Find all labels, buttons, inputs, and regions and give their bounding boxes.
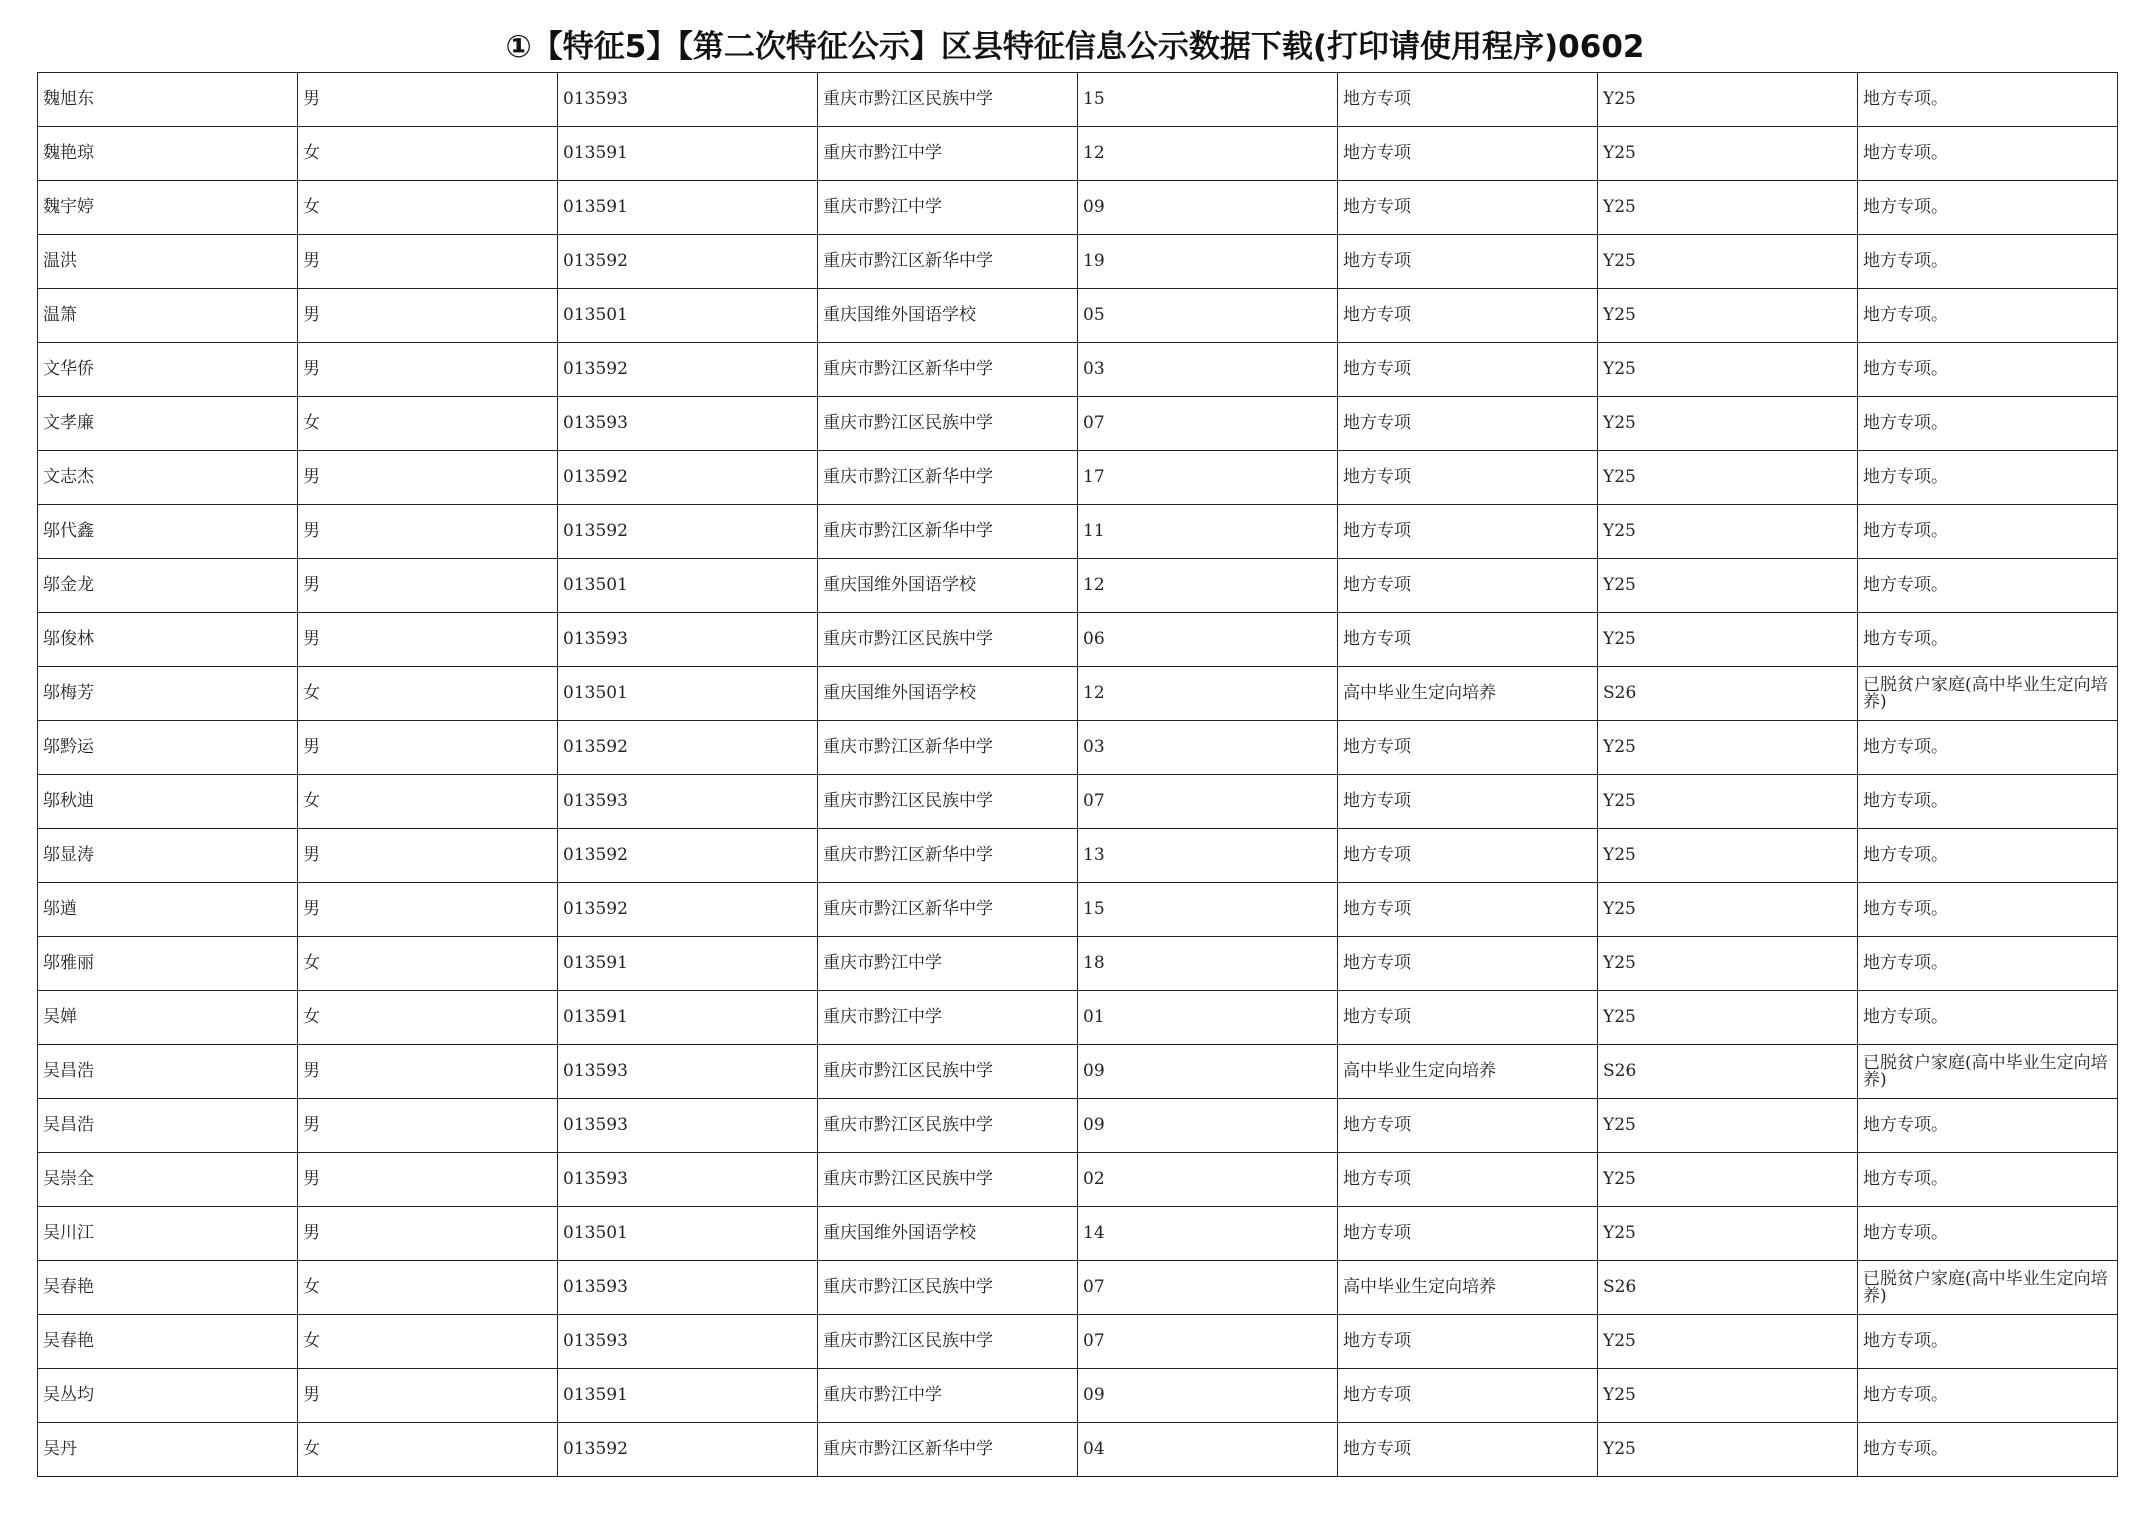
table-row xyxy=(38,235,2118,289)
school-cell: 重庆市黔江区民族中学 xyxy=(818,1315,1078,1369)
number-cell: 09 xyxy=(1078,1045,1338,1099)
remark-cell: 地方专项。 xyxy=(1858,181,2118,235)
school-cell: 重庆市黔江中学 xyxy=(818,1369,1078,1423)
remark-cell: 地方专项。 xyxy=(1858,343,2118,397)
category-cell: 地方专项 xyxy=(1338,289,1598,343)
name-cell: 吴昌浩 xyxy=(38,1045,298,1099)
school-cell: 重庆市黔江区新华中学 xyxy=(818,829,1078,883)
table-row xyxy=(38,613,2118,667)
gender-cell: 男 xyxy=(298,721,558,775)
name-cell: 魏旭东 xyxy=(38,73,298,127)
table-row xyxy=(38,73,2118,127)
remark-cell: 地方专项。 xyxy=(1858,235,2118,289)
gender-cell: 女 xyxy=(298,1315,558,1369)
name-cell: 吴春艳 xyxy=(38,1315,298,1369)
gender-cell: 男 xyxy=(298,1099,558,1153)
type-code-cell: Y25 xyxy=(1598,1153,1858,1207)
category-cell: 地方专项 xyxy=(1338,937,1598,991)
table-row xyxy=(38,883,2118,937)
remark-cell: 地方专项。 xyxy=(1858,937,2118,991)
code-cell: 013592 xyxy=(558,451,818,505)
category-cell: 地方专项 xyxy=(1338,505,1598,559)
category-cell: 地方专项 xyxy=(1338,1153,1598,1207)
gender-cell: 女 xyxy=(298,181,558,235)
gender-cell: 男 xyxy=(298,289,558,343)
type-code-cell: S26 xyxy=(1598,667,1858,721)
code-cell: 013591 xyxy=(558,1369,818,1423)
category-cell: 地方专项 xyxy=(1338,235,1598,289)
category-cell: 地方专项 xyxy=(1338,1099,1598,1153)
type-code-cell: Y25 xyxy=(1598,397,1858,451)
code-cell: 013592 xyxy=(558,883,818,937)
remark-cell: 地方专项。 xyxy=(1858,397,2118,451)
remark-cell: 地方专项。 xyxy=(1858,559,2118,613)
type-code-cell: Y25 xyxy=(1598,451,1858,505)
category-cell: 地方专项 xyxy=(1338,1315,1598,1369)
name-cell: 吴昌浩 xyxy=(38,1099,298,1153)
type-code-cell: Y25 xyxy=(1598,1369,1858,1423)
number-cell: 07 xyxy=(1078,775,1338,829)
name-cell: 文华侨 xyxy=(38,343,298,397)
table-row xyxy=(38,1261,2118,1315)
table-row xyxy=(38,1045,2118,1099)
category-cell: 地方专项 xyxy=(1338,1423,1598,1477)
school-cell: 重庆国维外国语学校 xyxy=(818,667,1078,721)
number-cell: 04 xyxy=(1078,1423,1338,1477)
table-row xyxy=(38,1207,2118,1261)
category-cell: 地方专项 xyxy=(1338,343,1598,397)
data-table xyxy=(37,72,2118,1477)
type-code-cell: Y25 xyxy=(1598,559,1858,613)
table-row xyxy=(38,181,2118,235)
remark-cell: 地方专项。 xyxy=(1858,775,2118,829)
gender-cell: 男 xyxy=(298,1207,558,1261)
type-code-cell: Y25 xyxy=(1598,1099,1858,1153)
gender-cell: 女 xyxy=(298,775,558,829)
table-row xyxy=(38,829,2118,883)
type-code-cell: S26 xyxy=(1598,1045,1858,1099)
table-row xyxy=(38,289,2118,343)
number-cell: 19 xyxy=(1078,235,1338,289)
table-row xyxy=(38,559,2118,613)
code-cell: 013593 xyxy=(558,775,818,829)
table-row xyxy=(38,127,2118,181)
code-cell: 013592 xyxy=(558,1423,818,1477)
category-cell: 地方专项 xyxy=(1338,1369,1598,1423)
name-cell: 邬显涛 xyxy=(38,829,298,883)
gender-cell: 女 xyxy=(298,397,558,451)
name-cell: 邬梅芳 xyxy=(38,667,298,721)
name-cell: 魏宇婷 xyxy=(38,181,298,235)
name-cell: 吴崇全 xyxy=(38,1153,298,1207)
type-code-cell: Y25 xyxy=(1598,829,1858,883)
table-row xyxy=(38,991,2118,1045)
code-cell: 013501 xyxy=(558,559,818,613)
number-cell: 07 xyxy=(1078,1315,1338,1369)
gender-cell: 女 xyxy=(298,991,558,1045)
name-cell: 邬雅丽 xyxy=(38,937,298,991)
gender-cell: 男 xyxy=(298,613,558,667)
remark-cell: 地方专项。 xyxy=(1858,1423,2118,1477)
gender-cell: 男 xyxy=(298,1045,558,1099)
name-cell: 邬遒 xyxy=(38,883,298,937)
school-cell: 重庆市黔江区新华中学 xyxy=(818,451,1078,505)
code-cell: 013592 xyxy=(558,235,818,289)
code-cell: 013501 xyxy=(558,1207,818,1261)
code-cell: 013501 xyxy=(558,289,818,343)
name-cell: 吴春艳 xyxy=(38,1261,298,1315)
code-cell: 013591 xyxy=(558,937,818,991)
gender-cell: 男 xyxy=(298,883,558,937)
gender-cell: 男 xyxy=(298,235,558,289)
category-cell: 高中毕业生定向培养 xyxy=(1338,1261,1598,1315)
code-cell: 013501 xyxy=(558,667,818,721)
category-cell: 高中毕业生定向培养 xyxy=(1338,667,1598,721)
code-cell: 013592 xyxy=(558,721,818,775)
number-cell: 07 xyxy=(1078,1261,1338,1315)
type-code-cell: Y25 xyxy=(1598,883,1858,937)
number-cell: 14 xyxy=(1078,1207,1338,1261)
school-cell: 重庆市黔江区新华中学 xyxy=(818,721,1078,775)
remark-cell: 地方专项。 xyxy=(1858,721,2118,775)
code-cell: 013591 xyxy=(558,181,818,235)
school-cell: 重庆市黔江区民族中学 xyxy=(818,1099,1078,1153)
category-cell: 地方专项 xyxy=(1338,559,1598,613)
table-row xyxy=(38,451,2118,505)
remark-cell: 地方专项。 xyxy=(1858,1153,2118,1207)
name-cell: 魏艳琼 xyxy=(38,127,298,181)
name-cell: 邬金龙 xyxy=(38,559,298,613)
gender-cell: 男 xyxy=(298,1153,558,1207)
table-row xyxy=(38,343,2118,397)
name-cell: 吴川江 xyxy=(38,1207,298,1261)
school-cell: 重庆市黔江中学 xyxy=(818,991,1078,1045)
number-cell: 03 xyxy=(1078,343,1338,397)
gender-cell: 女 xyxy=(298,127,558,181)
remark-cell: 已脱贫户家庭(高中毕业生定向培养) xyxy=(1858,1261,2118,1315)
remark-cell: 地方专项。 xyxy=(1858,883,2118,937)
number-cell: 17 xyxy=(1078,451,1338,505)
gender-cell: 男 xyxy=(298,1369,558,1423)
code-cell: 013591 xyxy=(558,991,818,1045)
gender-cell: 男 xyxy=(298,451,558,505)
type-code-cell: Y25 xyxy=(1598,1423,1858,1477)
code-cell: 013592 xyxy=(558,343,818,397)
table-row xyxy=(38,1315,2118,1369)
table-row xyxy=(38,667,2118,721)
category-cell: 地方专项 xyxy=(1338,991,1598,1045)
name-cell: 文孝廉 xyxy=(38,397,298,451)
remark-cell: 地方专项。 xyxy=(1858,1369,2118,1423)
number-cell: 03 xyxy=(1078,721,1338,775)
code-cell: 013593 xyxy=(558,397,818,451)
type-code-cell: Y25 xyxy=(1598,721,1858,775)
school-cell: 重庆国维外国语学校 xyxy=(818,559,1078,613)
number-cell: 15 xyxy=(1078,883,1338,937)
school-cell: 重庆市黔江中学 xyxy=(818,127,1078,181)
number-cell: 09 xyxy=(1078,1369,1338,1423)
code-cell: 013592 xyxy=(558,829,818,883)
code-cell: 013593 xyxy=(558,1045,818,1099)
table-row xyxy=(38,505,2118,559)
type-code-cell: Y25 xyxy=(1598,613,1858,667)
school-cell: 重庆市黔江区民族中学 xyxy=(818,73,1078,127)
name-cell: 邬黔运 xyxy=(38,721,298,775)
type-code-cell: Y25 xyxy=(1598,1315,1858,1369)
code-cell: 013593 xyxy=(558,1261,818,1315)
remark-cell: 地方专项。 xyxy=(1858,613,2118,667)
category-cell: 地方专项 xyxy=(1338,775,1598,829)
number-cell: 07 xyxy=(1078,397,1338,451)
number-cell: 02 xyxy=(1078,1153,1338,1207)
type-code-cell: Y25 xyxy=(1598,343,1858,397)
gender-cell: 男 xyxy=(298,73,558,127)
table-row xyxy=(38,1099,2118,1153)
table-row xyxy=(38,397,2118,451)
remark-cell: 已脱贫户家庭(高中毕业生定向培养) xyxy=(1858,1045,2118,1099)
type-code-cell: Y25 xyxy=(1598,235,1858,289)
remark-cell: 地方专项。 xyxy=(1858,1207,2118,1261)
type-code-cell: S26 xyxy=(1598,1261,1858,1315)
school-cell: 重庆国维外国语学校 xyxy=(818,289,1078,343)
category-cell: 地方专项 xyxy=(1338,829,1598,883)
table-body xyxy=(38,73,2118,1477)
code-cell: 013593 xyxy=(558,1315,818,1369)
remark-cell: 地方专项。 xyxy=(1858,451,2118,505)
code-cell: 013593 xyxy=(558,73,818,127)
table-row xyxy=(38,1369,2118,1423)
number-cell: 05 xyxy=(1078,289,1338,343)
category-cell: 地方专项 xyxy=(1338,397,1598,451)
table-row xyxy=(38,721,2118,775)
school-cell: 重庆市黔江区新华中学 xyxy=(818,343,1078,397)
category-cell: 高中毕业生定向培养 xyxy=(1338,1045,1598,1099)
remark-cell: 地方专项。 xyxy=(1858,1315,2118,1369)
school-cell: 重庆市黔江区新华中学 xyxy=(818,883,1078,937)
type-code-cell: Y25 xyxy=(1598,181,1858,235)
type-code-cell: Y25 xyxy=(1598,775,1858,829)
school-cell: 重庆市黔江区民族中学 xyxy=(818,775,1078,829)
gender-cell: 男 xyxy=(298,505,558,559)
type-code-cell: Y25 xyxy=(1598,937,1858,991)
gender-cell: 男 xyxy=(298,343,558,397)
gender-cell: 女 xyxy=(298,937,558,991)
remark-cell: 地方专项。 xyxy=(1858,505,2118,559)
number-cell: 11 xyxy=(1078,505,1338,559)
school-cell: 重庆市黔江区民族中学 xyxy=(818,1261,1078,1315)
remark-cell: 已脱贫户家庭(高中毕业生定向培养) xyxy=(1858,667,2118,721)
school-cell: 重庆市黔江区新华中学 xyxy=(818,505,1078,559)
school-cell: 重庆市黔江区新华中学 xyxy=(818,235,1078,289)
number-cell: 15 xyxy=(1078,73,1338,127)
number-cell: 09 xyxy=(1078,181,1338,235)
type-code-cell: Y25 xyxy=(1598,73,1858,127)
number-cell: 12 xyxy=(1078,559,1338,613)
name-cell: 文志杰 xyxy=(38,451,298,505)
code-cell: 013593 xyxy=(558,613,818,667)
gender-cell: 女 xyxy=(298,1423,558,1477)
remark-cell: 地方专项。 xyxy=(1858,73,2118,127)
type-code-cell: Y25 xyxy=(1598,127,1858,181)
category-cell: 地方专项 xyxy=(1338,181,1598,235)
category-cell: 地方专项 xyxy=(1338,73,1598,127)
name-cell: 温洪 xyxy=(38,235,298,289)
gender-cell: 女 xyxy=(298,667,558,721)
number-cell: 09 xyxy=(1078,1099,1338,1153)
remark-cell: 地方专项。 xyxy=(1858,1099,2118,1153)
school-cell: 重庆市黔江区民族中学 xyxy=(818,1045,1078,1099)
type-code-cell: Y25 xyxy=(1598,505,1858,559)
type-code-cell: Y25 xyxy=(1598,1207,1858,1261)
number-cell: 12 xyxy=(1078,667,1338,721)
table-row xyxy=(38,937,2118,991)
remark-cell: 地方专项。 xyxy=(1858,127,2118,181)
name-cell: 邬俊林 xyxy=(38,613,298,667)
category-cell: 地方专项 xyxy=(1338,127,1598,181)
gender-cell: 男 xyxy=(298,829,558,883)
category-cell: 地方专项 xyxy=(1338,451,1598,505)
code-cell: 013592 xyxy=(558,505,818,559)
school-cell: 重庆市黔江中学 xyxy=(818,181,1078,235)
category-cell: 地方专项 xyxy=(1338,613,1598,667)
code-cell: 013593 xyxy=(558,1153,818,1207)
remark-cell: 地方专项。 xyxy=(1858,829,2118,883)
number-cell: 01 xyxy=(1078,991,1338,1045)
school-cell: 重庆市黔江区民族中学 xyxy=(818,1153,1078,1207)
code-cell: 013591 xyxy=(558,127,818,181)
number-cell: 12 xyxy=(1078,127,1338,181)
table-row xyxy=(38,1153,2118,1207)
table-row xyxy=(38,1423,2118,1477)
name-cell: 邬秋迪 xyxy=(38,775,298,829)
name-cell: 吴丹 xyxy=(38,1423,298,1477)
remark-cell: 地方专项。 xyxy=(1858,289,2118,343)
number-cell: 06 xyxy=(1078,613,1338,667)
gender-cell: 男 xyxy=(298,559,558,613)
gender-cell: 女 xyxy=(298,1261,558,1315)
category-cell: 地方专项 xyxy=(1338,721,1598,775)
type-code-cell: Y25 xyxy=(1598,289,1858,343)
name-cell: 吴婵 xyxy=(38,991,298,1045)
name-cell: 邬代鑫 xyxy=(38,505,298,559)
number-cell: 18 xyxy=(1078,937,1338,991)
page-title: ①【特征5】【第二次特征公示】区县特征信息公示数据下载(打印请使用程序)0602 xyxy=(505,29,1645,65)
type-code-cell: Y25 xyxy=(1598,991,1858,1045)
name-cell: 吴丛均 xyxy=(38,1369,298,1423)
category-cell: 地方专项 xyxy=(1338,883,1598,937)
school-cell: 重庆市黔江区民族中学 xyxy=(818,613,1078,667)
name-cell: 温箫 xyxy=(38,289,298,343)
code-cell: 013593 xyxy=(558,1099,818,1153)
table-row xyxy=(38,775,2118,829)
school-cell: 重庆市黔江区民族中学 xyxy=(818,397,1078,451)
number-cell: 13 xyxy=(1078,829,1338,883)
school-cell: 重庆市黔江区新华中学 xyxy=(818,1423,1078,1477)
school-cell: 重庆国维外国语学校 xyxy=(818,1207,1078,1261)
category-cell: 地方专项 xyxy=(1338,1207,1598,1261)
remark-cell: 地方专项。 xyxy=(1858,991,2118,1045)
school-cell: 重庆市黔江中学 xyxy=(818,937,1078,991)
